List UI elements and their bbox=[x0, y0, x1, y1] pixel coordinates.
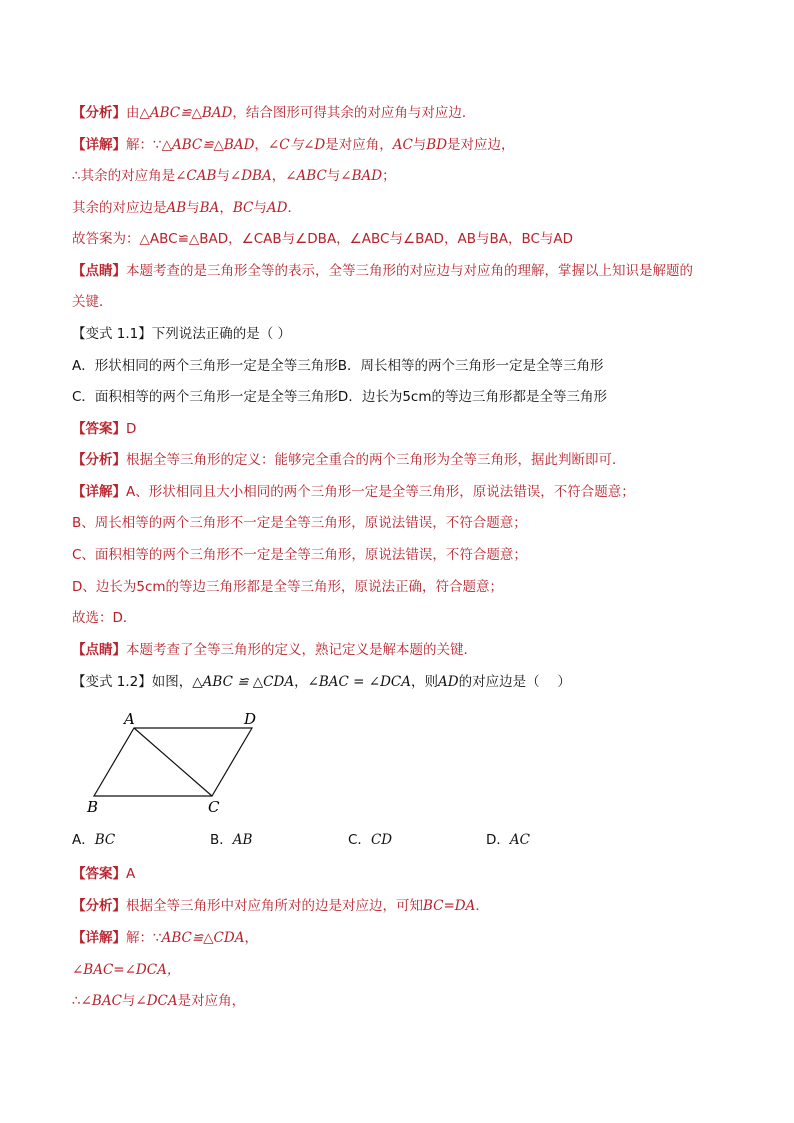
q2-detail-line-3: ∴∠BAC与∠DCA是对应角， bbox=[72, 993, 246, 1009]
detail-line-1: 【详解】解：∵△ABC≌△BAD，∠C与∠D是对应角，AC与BD是对应边， bbox=[72, 137, 515, 153]
question-1-2-title: 【变式 1.2】如图，△ABC ≌ △CDA，∠BAC = ∠DCA，则AD的对应边是（ ） bbox=[72, 674, 571, 690]
review-line-2: 关键． bbox=[72, 294, 113, 310]
question-1-1-options-cd: C．面积相等的两个三角形一定是全等三角形D．边长为5cm的等边三角形都是全等三角形 bbox=[72, 389, 607, 405]
label-d: D bbox=[244, 710, 257, 728]
q1-answer-line: 【答案】D bbox=[72, 421, 137, 437]
q2-detail-line-1: 【详解】解：∵ABC≌△CDA， bbox=[72, 930, 258, 946]
q2-option-d: D．AC bbox=[486, 832, 530, 848]
parallelogram-figure bbox=[84, 706, 274, 816]
q1-choose-line: 故选：D． bbox=[72, 610, 137, 626]
question-1-1-options-ab: A．形状相同的两个三角形一定是全等三角形B．周长相等的两个三角形一定是全等三角形 bbox=[72, 358, 604, 374]
review-line-1: 【点睛】本题考查的是三角形全等的表示，全等三角形的对应边与对应角的理解，掌握以上知识是解题的 bbox=[72, 263, 693, 279]
q2-option-a: A．BC bbox=[72, 832, 116, 848]
q2-detail-line-2: ∠BAC=∠DCA， bbox=[72, 962, 181, 978]
q2-answer-line: 【答案】A bbox=[72, 866, 136, 882]
q1-detail-line-b: B、周长相等的两个三角形不一定是全等三角形，原说法错误，不符合题意； bbox=[72, 515, 527, 531]
detail-line-2: ∴其余的对应角是∠CAB与∠DBA，∠ABC与∠BAD； bbox=[72, 168, 396, 184]
detail-line-3: 其余的对应边是AB与BA，BC与AD． bbox=[72, 200, 301, 216]
analysis-line: 【分析】由△ABC≌△BAD，结合图形可得其余的对应角与对应边． bbox=[72, 105, 476, 121]
q1-analysis-line: 【分析】根据全等三角形的定义：能够完全重合的两个三角形为全等三角形，据此判断即可． bbox=[72, 452, 626, 468]
label-c: C bbox=[208, 798, 220, 816]
q1-detail-line-c: C、面积相等的两个三角形不一定是全等三角形，原说法错误，不符合题意； bbox=[72, 547, 527, 563]
q2-option-b: B．AB bbox=[210, 832, 253, 848]
label-b: B bbox=[87, 798, 99, 816]
q1-detail-line-d: D、边长为5cm的等边三角形都是全等三角形，原说法正确，符合题意； bbox=[72, 579, 504, 595]
answer-line: 故答案为：△ABC≌△BAD，∠CAB与∠DBA，∠ABC与∠BAD，AB与BA，BC与AD bbox=[72, 231, 574, 247]
question-1-1-title: 【变式 1.1】下列说法正确的是（ ） bbox=[72, 326, 292, 342]
q2-option-c: C．CD bbox=[348, 832, 393, 848]
q1-detail-line-a: 【详解】A、形状相同且大小相同的两个三角形一定是全等三角形，原说法错误，不符合题意； bbox=[72, 484, 635, 500]
diagonal-ac bbox=[134, 728, 212, 796]
label-a: A bbox=[124, 710, 135, 728]
q1-review-line: 【点睛】本题考查了全等三角形的定义，熟记定义是解本题的关键． bbox=[72, 642, 477, 658]
q2-analysis-line: 【分析】根据全等三角形中对应角所对的边是对应边，可知BC=DA． bbox=[72, 898, 489, 914]
